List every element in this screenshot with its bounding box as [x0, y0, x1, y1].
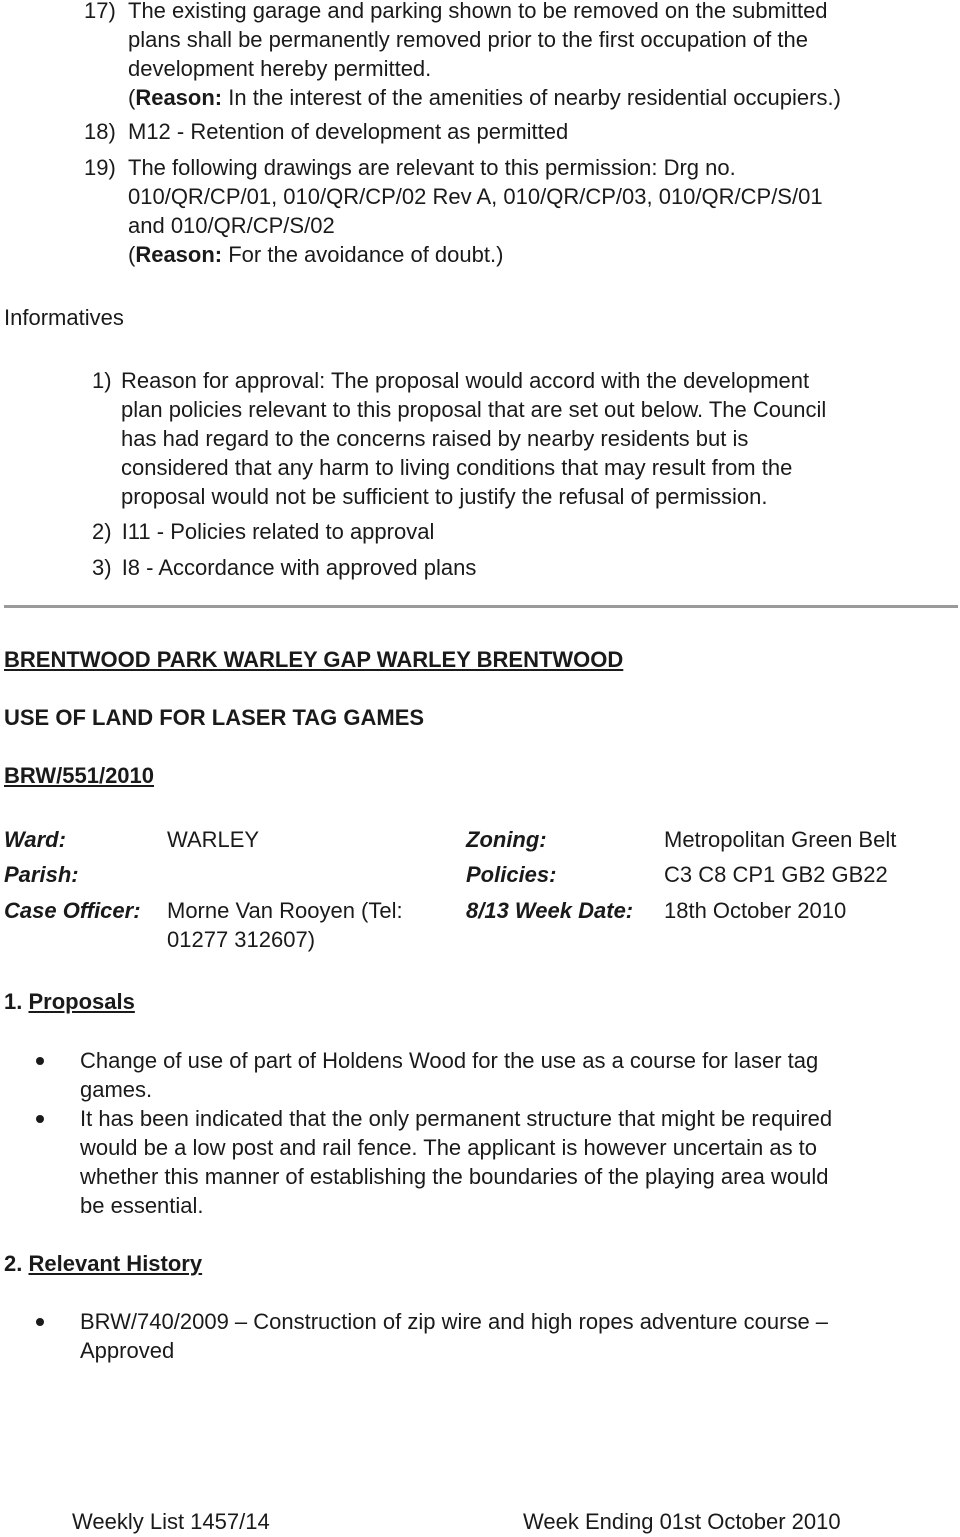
history-number: 2. [4, 1251, 23, 1276]
case-officer-value [167, 896, 403, 954]
proposal-item [80, 1104, 832, 1220]
history-line: BRW/740/2009 – Construction of zip wire and high ropes adventure course – [80, 1309, 829, 1334]
application-description: USE OF LAND FOR LASER TAG GAMES [4, 705, 425, 730]
footer-week-ending: Week Ending 01st October 2010 [523, 1509, 841, 1534]
site-address: BRENTWOOD PARK WARLEY GAP WARLEY BRENTWOOD [4, 647, 624, 672]
case-officer-label: Case Officer: [4, 898, 141, 923]
condition-number: 17) [84, 0, 116, 23]
condition-line: 010/QR/CP/01, 010/QR/CP/02 Rev A, 010/QR/CP/03, 010/QR/CP/S/01 [128, 184, 823, 209]
history-title: Relevant History [28, 1251, 203, 1276]
condition-number: 19) [84, 155, 116, 180]
policies-value: C3 C8 CP1 GB2 GB22 [664, 862, 888, 887]
proposal-line: would be a low post and rail fence. The applicant is however uncertain as to [80, 1135, 818, 1160]
proposal-line: Change of use of part of Holdens Wood for the use as a course for laser tag [80, 1048, 819, 1073]
condition-reason: (Reason: In the interest of the amenities of nearby residential occupiers.) [128, 85, 841, 110]
case-officer-line: Morne Van Rooyen (Tel: [167, 898, 403, 923]
footer-weekly-list: Weekly List 1457/14 [72, 1509, 270, 1534]
proposal-line: games. [80, 1077, 153, 1102]
case-officer-line: 01277 312607) [167, 927, 316, 952]
ward-label: Ward: [4, 827, 66, 852]
condition-line: and 010/QR/CP/S/02 [128, 213, 335, 238]
informative-line: plan policies relevant to this proposal that are set out below. The Council [121, 397, 827, 422]
proposal-line: be essential. [80, 1193, 204, 1218]
informative-2 [92, 517, 434, 546]
condition-line: development hereby permitted. [128, 56, 432, 81]
proposal-line: whether this manner of establishing the boundaries of the playing area would [80, 1164, 829, 1189]
informative-line: proposal would not be sufficient to justify the refusal of permission. [121, 484, 768, 509]
week-date-label: 8/13 Week Date: [466, 898, 634, 923]
parish-label: Parish: [4, 862, 79, 887]
bullet-icon [36, 1115, 44, 1123]
proposals-number: 1. [4, 989, 23, 1014]
informative-line: I8 - Accordance with approved plans [121, 555, 477, 580]
week-date-value: 18th October 2010 [664, 898, 847, 923]
condition-18 [84, 117, 954, 146]
reason-label: Reason: [135, 242, 223, 267]
zoning-value: Metropolitan Green Belt [664, 827, 897, 852]
informative-line: I11 - Policies related to approval [121, 519, 435, 544]
informative-line: considered that any harm to living conditions that may result from the [121, 455, 793, 480]
condition-17 [84, 0, 954, 110]
informative-line: Reason for approval: The proposal would accord with the development [121, 368, 810, 393]
informative-3 [92, 553, 476, 582]
informative-number: 2) [92, 519, 112, 544]
condition-line: M12 - Retention of development as permitted [128, 119, 569, 144]
history-line: Approved [80, 1338, 175, 1363]
informatives-title: Informatives [4, 305, 124, 330]
reason-text: In the interest of the amenities of nearby residential occupiers.) [222, 85, 841, 110]
proposal-line: It has been indicated that the only permanent structure that might be required [80, 1106, 833, 1131]
informative-line: has had regard to the concerns raised by nearby residents but is [121, 426, 749, 451]
history-heading [4, 1249, 202, 1278]
application-reference: BRW/551/2010 [4, 763, 155, 788]
policies-label: Policies: [466, 862, 557, 887]
reason-text: For the avoidance of doubt.) [222, 242, 504, 267]
history-item [80, 1307, 828, 1365]
condition-line: The following drawings are relevant to this permission: Drg no. [128, 155, 736, 180]
reason-label: Reason: [135, 85, 223, 110]
condition-number: 18) [84, 119, 116, 144]
proposal-item [80, 1046, 818, 1104]
informative-number: 3) [92, 555, 112, 580]
condition-19 [84, 153, 954, 267]
condition-reason: (Reason: For the avoidance of doubt.) [128, 242, 504, 267]
bullet-icon [36, 1318, 44, 1326]
condition-line: The existing garage and parking shown to be removed on the submitted [128, 0, 828, 23]
section-divider [4, 605, 958, 608]
proposals-heading [4, 987, 135, 1016]
bullet-icon [36, 1057, 44, 1065]
proposals-title: Proposals [28, 989, 135, 1014]
condition-line: plans shall be permanently removed prior to the first occupation of the [128, 27, 808, 52]
ward-value: WARLEY [167, 827, 260, 852]
informative-number: 1) [92, 368, 112, 393]
zoning-label: Zoning: [466, 827, 547, 852]
